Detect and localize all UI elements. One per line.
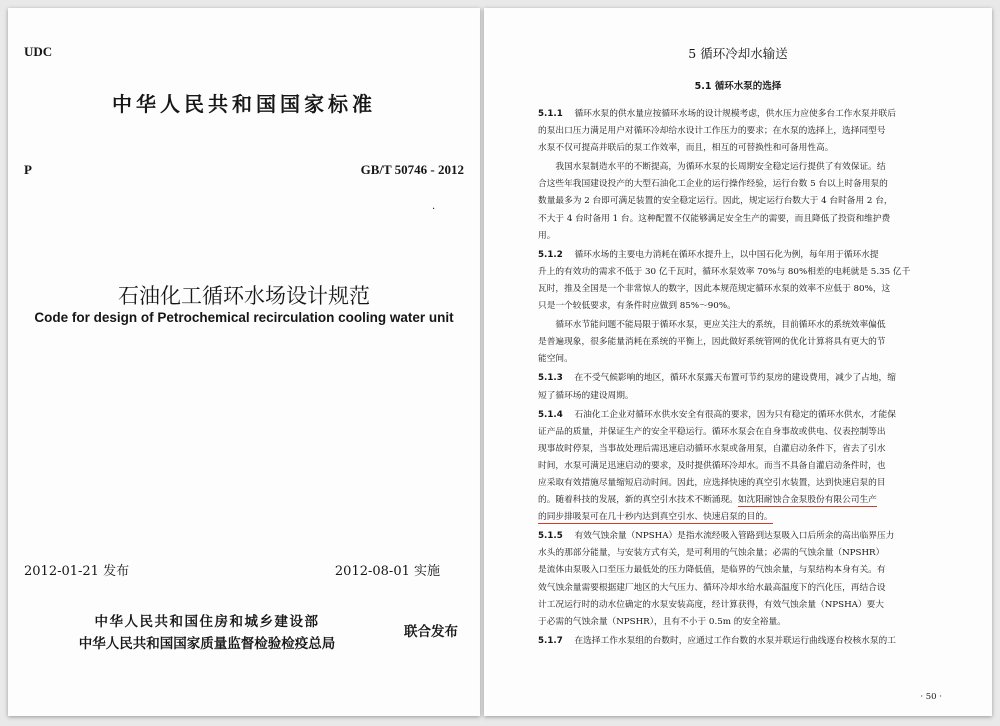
line-text: 现事故时停泵，当事故处理后需迅速启动循环水泵或备用泵，自灌启动条件下，省去了引水 bbox=[538, 443, 886, 454]
line-text: 于必需的气蚀余量（NPSHR），且有不小于 0.5m 的安全裕量。 bbox=[538, 616, 786, 627]
text-line bbox=[538, 545, 970, 562]
clause-number: 5.1.7 bbox=[538, 635, 563, 646]
paragraph bbox=[538, 106, 970, 157]
issue-date: 2012-01-21 发布 bbox=[24, 564, 130, 579]
line-text: 循环水场的主要电力消耗在循环水提升上，以中国石化为例，每年用于循环水提 bbox=[574, 249, 879, 260]
udc-label: UDC bbox=[24, 44, 53, 59]
text-line bbox=[538, 317, 970, 334]
text-line bbox=[538, 562, 970, 579]
paragraph bbox=[538, 317, 970, 368]
text-line bbox=[538, 633, 970, 650]
text-line bbox=[538, 334, 970, 351]
text-line bbox=[538, 211, 970, 228]
line-text: 合这些年我国建设投产的大型石油化工企业的运行操作经验，运行台数 5 台以上时备用泵的 bbox=[538, 179, 888, 190]
line-text: 有效气蚀余量（NPSHA）是指水流经吸入管路到达泵吸入口后所余的高出临界压力 bbox=[574, 531, 895, 542]
publisher-aqsiq: 中华人民共和国国家质量监督检验检疫总局 bbox=[78, 636, 336, 652]
text-line bbox=[538, 407, 970, 424]
line-text: 只是一个较低要求，有条件时应做到 85%～90%。 bbox=[538, 301, 736, 312]
line-text: 不大于 4 台时备用 1 台。这种配置不仅能够满足安全生产的需要，而且降低了投资和维护费 bbox=[538, 213, 891, 224]
clause-number: 5.1.5 bbox=[538, 531, 563, 542]
text-line bbox=[538, 614, 970, 631]
underlined-highlight: 如沈阳耐蚀合金泵股份有限公司生产 bbox=[737, 495, 877, 506]
line-text: 水头的那部分能量，与安装方式有关，是可利用的气蚀余量；必需的气蚀余量（NPSHR） bbox=[538, 548, 885, 559]
text-line bbox=[538, 228, 970, 245]
clause-number: 5.1.4 bbox=[538, 409, 563, 420]
line-text: 石油化工企业对循环水供水安全有很高的要求，因为只有稳定的循环水供水，才能保 bbox=[574, 409, 896, 420]
text-line bbox=[538, 509, 970, 526]
national-standard-heading: 中华人民共和国国家标准 bbox=[112, 92, 376, 116]
text-line bbox=[538, 492, 970, 509]
text-line bbox=[538, 351, 970, 368]
line-text: 短了循环场的建设周期。 bbox=[538, 390, 634, 401]
line-text: 的。随着科技的发展，新的真空引水技术不断涌现。 bbox=[538, 495, 738, 506]
section-title: 5.1 循环水泵的选择 bbox=[694, 81, 782, 92]
page-number: · 50 · bbox=[920, 692, 942, 702]
line-text: 的泵出口压力满足用户对循环冷却给水设计工作压力的要求；在水泵的选择上，选择同型号 bbox=[538, 126, 886, 137]
text-line bbox=[538, 458, 970, 475]
underlined-highlight: 的同步排吸泵可在几十秒内达到真空引水、快速启泵的目的。 bbox=[538, 512, 773, 523]
speck-mark: · bbox=[432, 204, 436, 215]
text-line bbox=[538, 106, 970, 123]
text-line bbox=[538, 193, 970, 210]
content-page bbox=[484, 8, 992, 716]
line-text: 在选择工作水泵组的台数时，应通过工作台数的水泵并联运行曲线逐台校核水泵的工 bbox=[574, 635, 896, 646]
line-text: 我国水泵制造水平的不断提高，为循环水泵的长周期安全稳定运行提供了有效保证。结 bbox=[538, 162, 886, 173]
clause-number: 5.1.2 bbox=[538, 249, 563, 260]
text-line bbox=[538, 424, 970, 441]
text-line bbox=[538, 159, 970, 176]
text-line bbox=[538, 247, 970, 264]
line-text: 是流体由泵吸入口至压力最低处的压力降低值，是临界的气蚀余量，与泵结构本身有关。有 bbox=[538, 565, 886, 576]
text-line bbox=[538, 580, 970, 597]
text-line bbox=[538, 370, 970, 387]
text-line bbox=[538, 123, 970, 140]
text-line bbox=[538, 475, 970, 492]
paragraph bbox=[538, 528, 970, 631]
line-text: 应采取有效措施尽量缩短启动时间。因此，应选择快速的真空引水装置，达到快速启泵的目 bbox=[538, 477, 886, 488]
line-text: 升上的有效功的需求不低于 30 亿千瓦时，循环水泵效率 70%与 80%相差的电耗就是 5.35 亿千 bbox=[538, 266, 911, 277]
line-text: 能空间。 bbox=[538, 354, 573, 365]
publisher-ministry: 中华人民共和国住房和城乡建设部 bbox=[94, 614, 320, 630]
clause-number: 5.1.1 bbox=[538, 109, 563, 119]
paragraph bbox=[538, 633, 970, 650]
implementation-date: 2012-08-01 实施 bbox=[334, 564, 440, 579]
cover-page bbox=[8, 8, 480, 716]
title-english: Code for design of Petrochemical recirculation cooling water unit bbox=[34, 310, 454, 325]
line-text: 瓦时，推及全国是一个非常惊人的数字，因此本规范规定循环水泵的效率不应低于 80%，这 bbox=[538, 283, 891, 294]
text-line bbox=[538, 264, 970, 281]
text-line bbox=[538, 597, 970, 614]
line-text: 时间，水泵可满足迅速启动的要求，及时提供循环冷却水。而当不具备自灌启动条件时，也 bbox=[538, 460, 886, 471]
paragraph bbox=[538, 407, 970, 527]
paragraph bbox=[538, 370, 970, 404]
line-text: 证产品的质量，并保证生产的安全平稳运行。循环水泵会在自身事故或供电、仪表控制等出 bbox=[538, 426, 886, 437]
line-text: 循环水泵的供水量应按循环水场的设计规模考虑，供水压力应使多台工作水泵并联后 bbox=[574, 109, 896, 119]
category-code: P bbox=[24, 162, 32, 177]
line-text: 在不受气候影响的地区，循环水泵露天布置可节约泵房的建设费用，减少了占地，缩 bbox=[574, 373, 896, 384]
text-line bbox=[538, 528, 970, 545]
standard-number: GB/T 50746 - 2012 bbox=[360, 162, 464, 177]
body-text bbox=[538, 106, 970, 650]
line-text: 用。 bbox=[538, 230, 556, 241]
title-chinese: 石油化工循环水场设计规范 bbox=[118, 284, 370, 308]
line-text: 计工况运行时的动水位确定的水泵安装高度，经计算获得，有效气蚀余量（NPSHA）要大 bbox=[538, 599, 884, 610]
line-text: 效气蚀余量需要根据建厂地区的大气压力、循环冷却水给水最高温度下的汽化压，再结合设 bbox=[538, 582, 886, 593]
text-line bbox=[538, 441, 970, 458]
text-line bbox=[538, 140, 970, 157]
clause-number: 5.1.3 bbox=[538, 373, 563, 384]
text-line bbox=[538, 298, 970, 315]
text-line bbox=[538, 388, 970, 405]
paragraph bbox=[538, 159, 970, 244]
line-text: 是普遍现象，很多能量消耗在系统的平衡上，因此做好系统管网的优化计算将具有更大的节 bbox=[538, 337, 886, 348]
line-text: 水泵不仅可提高并联后的泵工作效率，而且，相互的可替换性和可备用性高。 bbox=[538, 143, 834, 154]
line-text: 数量最多为 2 台即可满足装置的安全稳定运行。因此，规定运行台数大于 4 台时备用 2 台， bbox=[538, 196, 893, 207]
text-line bbox=[538, 176, 970, 193]
text-line bbox=[538, 281, 970, 298]
paragraph bbox=[538, 247, 970, 315]
chapter-title: 5 循环冷却水输送 bbox=[688, 46, 788, 61]
joint-release-label: 联合发布 bbox=[404, 624, 458, 640]
line-text: 循环水节能问题不能局限于循环水泵，更应关注大的系统，目前循环水的系统效率偏低 bbox=[538, 320, 886, 331]
